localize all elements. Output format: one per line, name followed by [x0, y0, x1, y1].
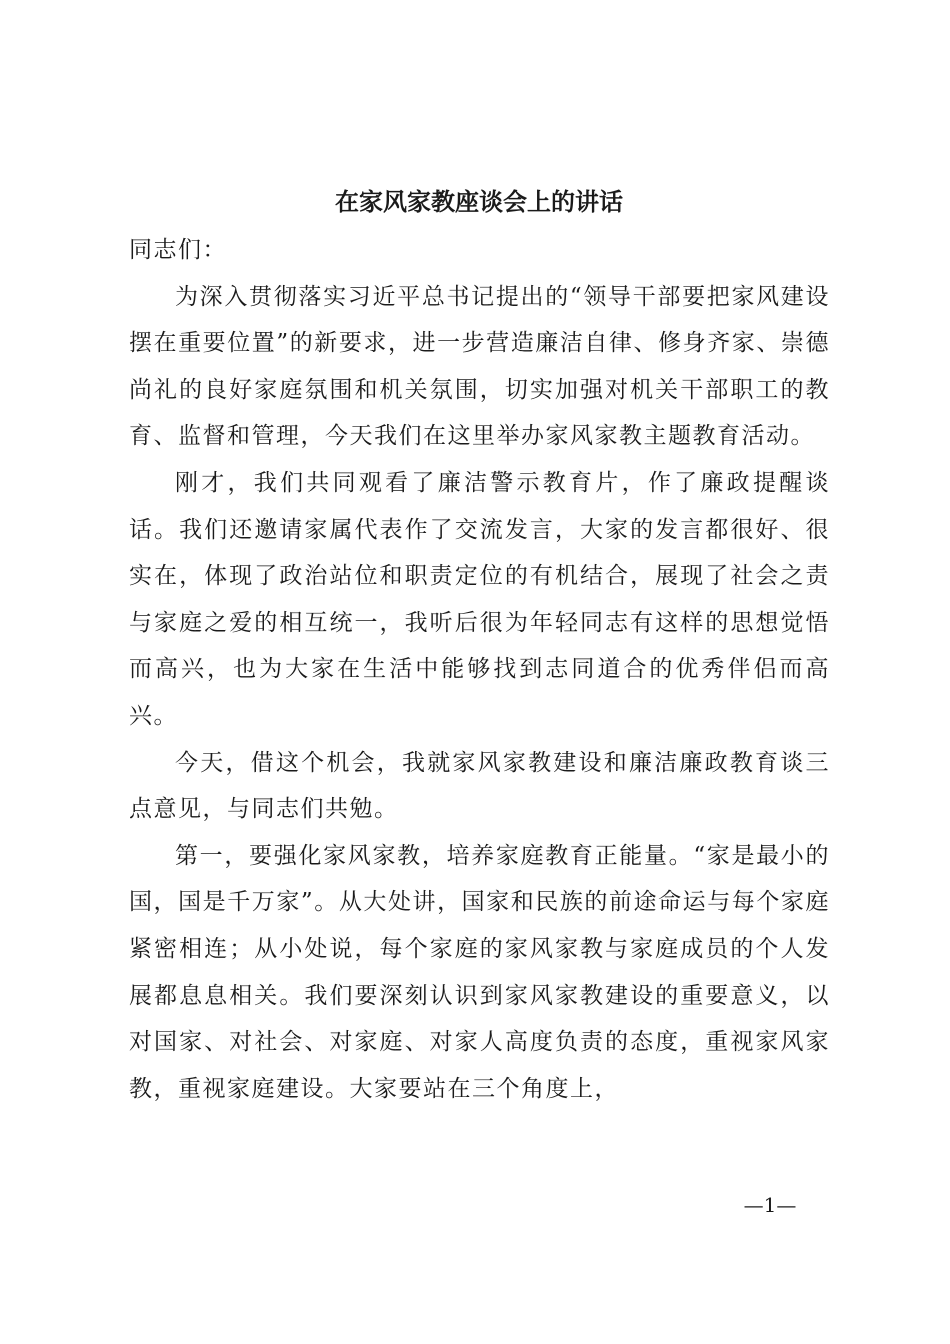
page-number: —1—	[743, 1193, 797, 1217]
document-title: 在家风家教座谈会上的讲话	[335, 187, 623, 216]
paragraph-4: 第一，要强化家风家教，培养家庭教育正能量。“家是最小的国，国是千万家”。从大处讲，国家和民族的前途命运与每个家庭紧密相连；从小处说，每个家庭的家风家教与家庭成员的个人发展都息息相关。我们要深刻认识到家风家教建设的重要意义，以对国家、对社会、对家庭、对家人高度负责的态度，重视家风家教，重视家庭建设。大家要站在三个角度上，	[129, 842, 830, 1102]
document-body	[129, 227, 830, 1112]
paragraph-2: 刚才，我们共同观看了廉洁警示教育片，作了廉政提醒谈话。我们还邀请家属代表作了交流发言，大家的发言都很好、很实在，体现了政治站位和职责定位的有机结合，展现了社会之责与家庭之爱的相互统一，我听后很为年轻同志有这样的思想觉悟而高兴，也为大家在生活中能够找到志同道合的优秀伴侣而高兴。	[129, 469, 830, 729]
salutation: 同志们：	[129, 237, 227, 263]
paragraph-3: 今天，借这个机会，我就家风家教建设和廉洁廉政教育谈三点意见，与同志们共勉。	[129, 749, 830, 823]
paragraph-1: 为深入贯彻落实习近平总书记提出的“领导干部要把家风建设摆在重要位置”的新要求，进一步营造廉洁自律、修身齐家、崇德尚礼的良好家庭氛围和机关氛围，切实加强对机关干部职工的教育、监督和管理，今天我们在这里举办家风家教主题教育活动。	[129, 283, 830, 450]
